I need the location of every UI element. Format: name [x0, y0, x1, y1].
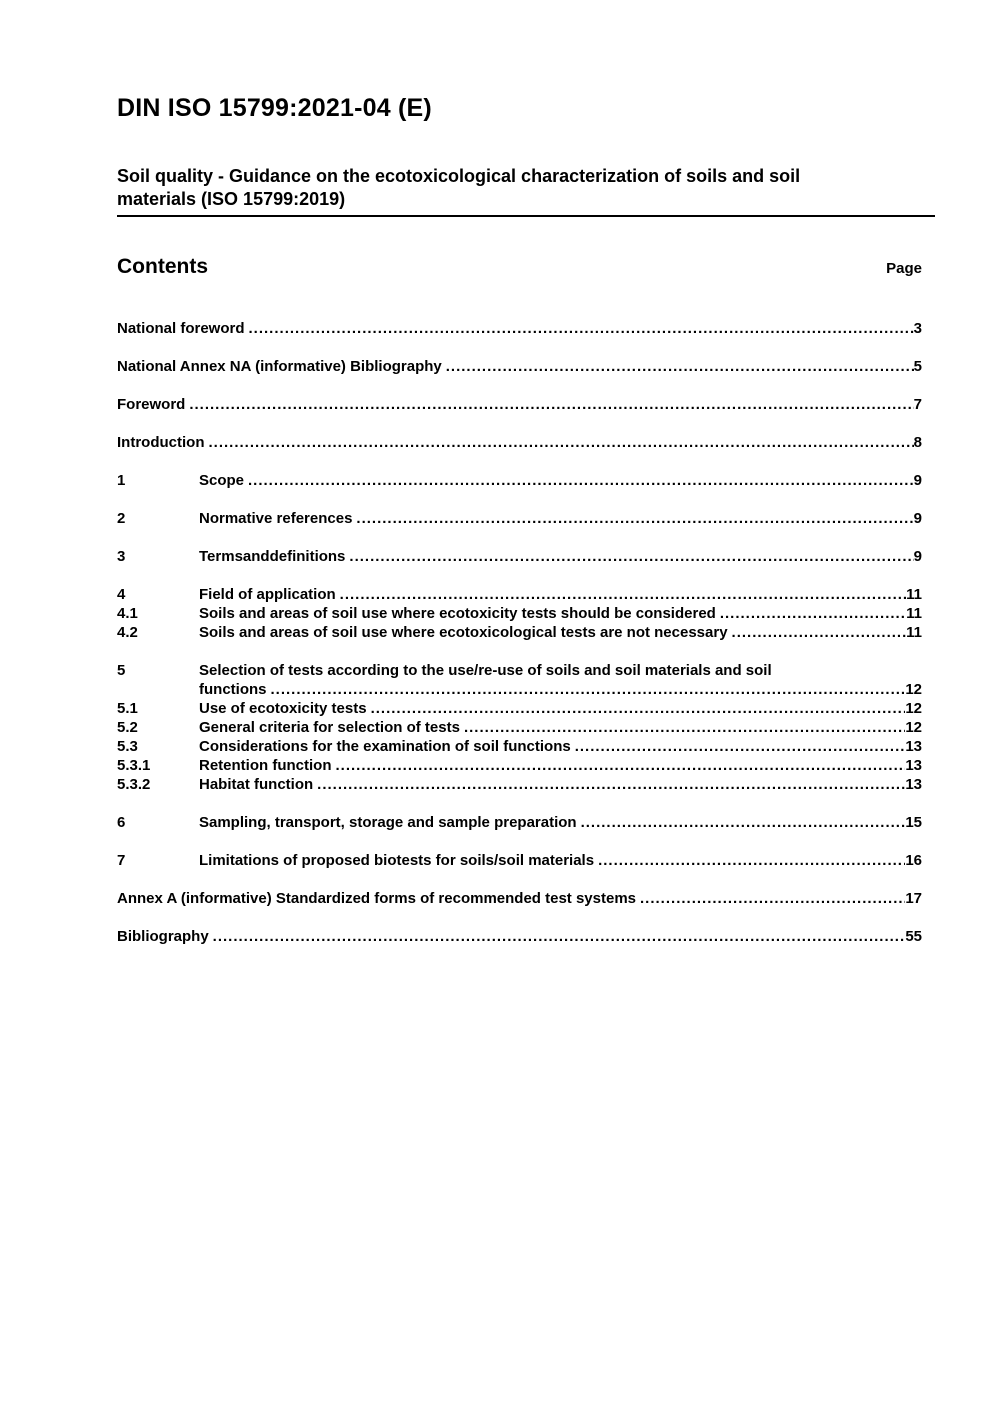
toc-entry-label: Field of application [199, 586, 336, 603]
toc-line-1 [199, 509, 922, 528]
toc-page-number: 3 [913, 320, 922, 337]
toc-line-1 [199, 604, 922, 623]
toc-page-number: 17 [905, 890, 922, 907]
document-subtitle [117, 165, 935, 217]
toc-row [117, 471, 922, 490]
toc-entry-label: Normative references [199, 510, 353, 527]
toc-dot-leader [248, 471, 914, 490]
toc-dot-leader [575, 737, 906, 756]
toc-line-1 [199, 737, 922, 756]
toc-line-1 [199, 718, 922, 737]
toc-line-1 [199, 623, 922, 642]
toc-entry-label: Use of ecotoxicity tests [199, 700, 367, 717]
toc-dot-leader [732, 623, 907, 642]
toc-entry-body [117, 433, 922, 452]
toc-dot-leader [446, 357, 914, 376]
toc-row [117, 547, 922, 566]
toc-section-number: 4 [117, 586, 126, 603]
toc-line-1 [199, 699, 922, 718]
toc-dot-leader [271, 680, 906, 699]
toc-page-number: 15 [905, 814, 922, 831]
toc-entry-label: Selection of tests according to the use/re-use of soils and soil materials and soil [199, 662, 772, 679]
toc-row [117, 927, 922, 946]
toc-section-number: 5 [117, 662, 126, 679]
toc-dot-leader [640, 889, 905, 908]
toc-dot-leader [317, 775, 905, 794]
toc-dot-leader [249, 319, 914, 338]
toc-entry-label: Retention function [199, 757, 332, 774]
toc-entry-body [199, 509, 922, 528]
toc-dot-leader [189, 395, 913, 414]
toc-entry-body [199, 623, 922, 642]
contents-heading: Contents [117, 255, 208, 278]
toc-dot-leader [371, 699, 906, 718]
toc-row [117, 661, 922, 699]
toc-row [117, 623, 922, 642]
toc-line-1 [117, 319, 922, 338]
toc-section-number: 6 [117, 814, 126, 831]
toc-row [117, 699, 922, 718]
toc-entry-body [199, 756, 922, 775]
toc-section-number: 5.3 [117, 738, 138, 755]
toc-dot-leader [335, 756, 905, 775]
toc-row [117, 851, 922, 870]
toc-page-number: 12 [905, 681, 922, 698]
toc-line-1 [199, 813, 922, 832]
toc-entry-label: General criteria for selection of tests [199, 719, 460, 736]
toc-row [117, 319, 922, 338]
page-content [117, 0, 922, 946]
toc-line-1 [199, 585, 922, 604]
toc-entry-label: Annex A (informative) Standardized forms of recommended test systems [117, 890, 637, 907]
toc-entry-body [117, 889, 922, 908]
toc-section-number: 7 [117, 852, 126, 869]
toc-entry-body [117, 395, 922, 414]
toc-page-number: 9 [913, 472, 922, 489]
toc-section-number: 4.1 [117, 605, 138, 622]
toc-line-1 [117, 395, 922, 414]
toc-entry-body [199, 547, 922, 566]
toc-line-1 [117, 889, 922, 908]
toc-entry-label: Habitat function [199, 776, 314, 793]
toc-page-number: 9 [913, 548, 922, 565]
document-title: DIN ISO 15799:2021-04 (E) [117, 94, 432, 122]
toc-row [117, 433, 922, 452]
toc-row [117, 718, 922, 737]
toc-row [117, 585, 922, 604]
toc-entry-label: Introduction [117, 434, 205, 451]
toc-row [117, 395, 922, 414]
toc-row [117, 756, 922, 775]
toc-dot-leader [213, 927, 906, 946]
toc-dot-leader [720, 604, 906, 623]
toc-line-2 [199, 680, 922, 699]
toc-entry-body [117, 927, 922, 946]
toc-line-1 [117, 927, 922, 946]
toc-row [117, 357, 922, 376]
toc-row [117, 775, 922, 794]
table-of-contents [117, 319, 922, 946]
toc-dot-leader [581, 813, 906, 832]
toc-row [117, 737, 922, 756]
toc-entry-label: National foreword [117, 320, 245, 337]
toc-section-number: 5.3.1 [117, 757, 151, 774]
toc-dot-leader [349, 547, 913, 566]
toc-entry-body [199, 699, 922, 718]
toc-dot-leader [208, 433, 913, 452]
toc-entry-label-continued: functions [199, 681, 267, 698]
toc-entry-body [199, 851, 922, 870]
document-subtitle-line-1: Soil quality - Guidance on the ecotoxicological characterization of soils and soil [117, 166, 801, 186]
toc-line-1 [199, 775, 922, 794]
toc-entry-label: Foreword [117, 396, 186, 413]
toc-entry-body [199, 661, 922, 699]
toc-entry-body [199, 471, 922, 490]
toc-entry-label: Limitations of proposed biotests for soils/soil materials [199, 852, 595, 869]
contents-header-row [117, 254, 922, 280]
toc-entry-body [199, 813, 922, 832]
toc-page-number: 5 [913, 358, 922, 375]
toc-section-number: 4.2 [117, 624, 138, 641]
toc-page-number: 16 [905, 852, 922, 869]
toc-page-number: 11 [906, 624, 922, 641]
toc-entry-body [117, 357, 922, 376]
toc-dot-leader [356, 509, 913, 528]
toc-entry-body [199, 737, 922, 756]
toc-section-number: 5.2 [117, 719, 138, 736]
toc-line-1 [199, 547, 922, 566]
toc-entry-label: Bibliography [117, 928, 209, 945]
toc-page-number: 7 [913, 396, 922, 413]
document-subtitle-line-2: materials (ISO 15799:2019) [117, 189, 346, 209]
toc-page-number: 55 [905, 928, 922, 945]
toc-page-number: 11 [906, 586, 922, 603]
toc-line-1 [199, 851, 922, 870]
toc-section-number: 2 [117, 510, 126, 527]
toc-dot-leader [598, 851, 905, 870]
toc-entry-body [199, 604, 922, 623]
toc-entry-label: Termsanddefinitions [199, 548, 346, 565]
toc-page-number: 12 [905, 700, 922, 717]
toc-section-number: 3 [117, 548, 126, 565]
toc-page-number: 12 [905, 719, 922, 736]
toc-entry-label: Soils and areas of soil use where ecotoxicity tests should be considered [199, 605, 716, 622]
toc-section-number: 5.1 [117, 700, 138, 717]
toc-dot-leader [464, 718, 905, 737]
toc-line-1 [199, 661, 922, 680]
toc-entry-label: Scope [199, 472, 245, 489]
toc-entry-label: Sampling, transport, storage and sample preparation [199, 814, 577, 831]
toc-row [117, 509, 922, 528]
toc-page-number: 11 [906, 605, 922, 622]
page-column-label: Page [886, 260, 922, 277]
toc-entry-body [199, 718, 922, 737]
toc-page-number: 13 [905, 738, 922, 755]
toc-entry-label: Soils and areas of soil use where ecotoxicological tests are not necessary [199, 624, 728, 641]
toc-line-1 [199, 471, 922, 490]
toc-section-number: 5.3.2 [117, 776, 151, 793]
toc-line-1 [199, 756, 922, 775]
toc-entry-body [117, 319, 922, 338]
toc-page-number: 13 [905, 757, 922, 774]
toc-row [117, 889, 922, 908]
toc-section-number: 1 [117, 472, 126, 489]
toc-entry-body [199, 585, 922, 604]
toc-page-number: 13 [905, 776, 922, 793]
toc-row [117, 813, 922, 832]
toc-page-number: 8 [913, 434, 922, 451]
toc-page-number: 9 [913, 510, 922, 527]
toc-line-1 [117, 357, 922, 376]
toc-entry-label: Considerations for the examination of soil functions [199, 738, 571, 755]
toc-entry-body [199, 775, 922, 794]
toc-row [117, 604, 922, 623]
toc-dot-leader [340, 585, 906, 604]
toc-entry-label: National Annex NA (informative) Bibliography [117, 358, 442, 375]
toc-line-1 [117, 433, 922, 452]
